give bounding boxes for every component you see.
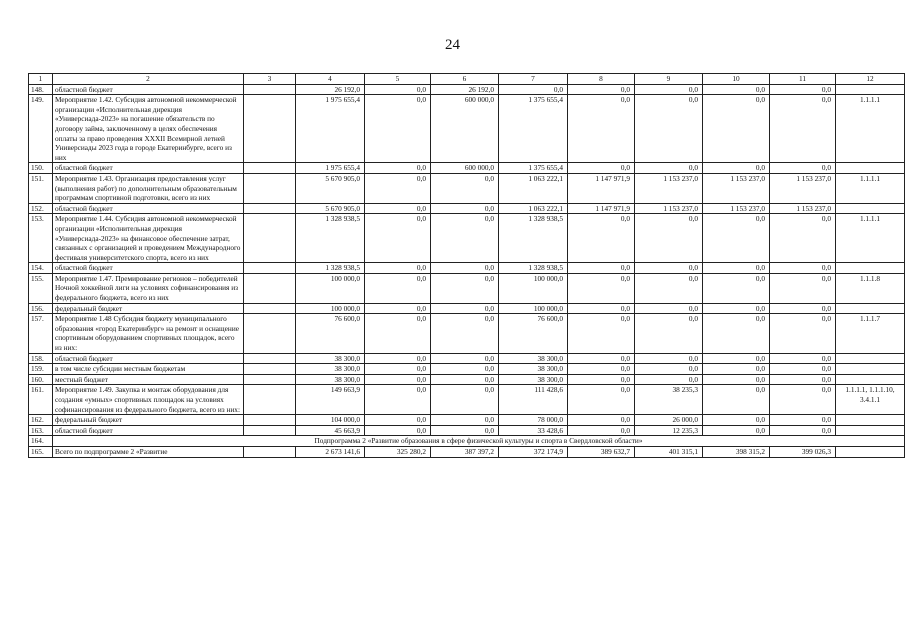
cell-c8: 0,0 bbox=[568, 353, 635, 364]
row-name: областной бюджет bbox=[53, 84, 244, 95]
row-name: областной бюджет bbox=[53, 425, 244, 436]
column-header: 2 bbox=[53, 74, 244, 85]
cell-c10: 0,0 bbox=[703, 314, 770, 353]
cell-c11: 0,0 bbox=[770, 95, 836, 163]
cell-c8: 0,0 bbox=[568, 374, 635, 385]
cell-c9: 26 000,0 bbox=[635, 415, 703, 426]
cell-c10: 0,0 bbox=[703, 385, 770, 415]
cell-target-ref bbox=[836, 263, 905, 274]
cell-c8: 0,0 bbox=[568, 273, 635, 303]
cell-c4: 76 600,0 bbox=[296, 314, 365, 353]
cell-c10: 0,0 bbox=[703, 163, 770, 174]
row-number: 157. bbox=[29, 314, 53, 353]
cell-c10: 0,0 bbox=[703, 95, 770, 163]
cell-c10: 0,0 bbox=[703, 214, 770, 263]
column-header: 3 bbox=[244, 74, 296, 85]
cell-c8: 0,0 bbox=[568, 425, 635, 436]
cell-col3 bbox=[244, 303, 296, 314]
row-number: 153. bbox=[29, 214, 53, 263]
cell-c4: 104 000,0 bbox=[296, 415, 365, 426]
table-row bbox=[29, 415, 905, 426]
table-row bbox=[29, 84, 905, 95]
row-name: местный бюджет bbox=[53, 374, 244, 385]
cell-c9: 0,0 bbox=[635, 84, 703, 95]
column-header: 1 bbox=[29, 74, 53, 85]
cell-c6: 0,0 bbox=[431, 303, 499, 314]
cell-c11: 1 153 237,0 bbox=[770, 173, 836, 203]
cell-c8: 389 632,7 bbox=[568, 446, 635, 457]
cell-c7: 33 428,6 bbox=[499, 425, 568, 436]
cell-c7: 111 428,6 bbox=[499, 385, 568, 415]
cell-c5: 0,0 bbox=[365, 84, 431, 95]
cell-c4: 26 192,0 bbox=[296, 84, 365, 95]
cell-c4: 5 670 905,0 bbox=[296, 203, 365, 214]
column-header: 11 bbox=[770, 74, 836, 85]
subprogram-title: Подпрограмма 2 «Развитие образования в сфере физической культуры и спорта в Свердловской области» bbox=[53, 436, 905, 447]
cell-c8: 1 147 971,9 bbox=[568, 173, 635, 203]
table-row bbox=[29, 353, 905, 364]
cell-c4: 1 975 655,4 bbox=[296, 95, 365, 163]
cell-c11: 0,0 bbox=[770, 303, 836, 314]
cell-c7: 1 063 222,1 bbox=[499, 173, 568, 203]
cell-c5: 0,0 bbox=[365, 364, 431, 375]
row-number: 161. bbox=[29, 385, 53, 415]
cell-c10: 1 153 237,0 bbox=[703, 203, 770, 214]
cell-c11: 399 026,3 bbox=[770, 446, 836, 457]
cell-c5: 0,0 bbox=[365, 203, 431, 214]
cell-c8: 0,0 bbox=[568, 95, 635, 163]
total-row bbox=[29, 446, 905, 457]
table-row bbox=[29, 263, 905, 274]
cell-c6: 0,0 bbox=[431, 214, 499, 263]
cell-c7: 1 328 938,5 bbox=[499, 214, 568, 263]
cell-col3 bbox=[244, 374, 296, 385]
row-number: 165. bbox=[29, 446, 53, 457]
row-name: областной бюджет bbox=[53, 263, 244, 274]
cell-c11: 0,0 bbox=[770, 273, 836, 303]
row-number: 149. bbox=[29, 95, 53, 163]
table-row bbox=[29, 203, 905, 214]
cell-c11: 0,0 bbox=[770, 385, 836, 415]
cell-col3 bbox=[244, 364, 296, 375]
cell-c9: 0,0 bbox=[635, 314, 703, 353]
cell-c5: 0,0 bbox=[365, 303, 431, 314]
cell-c5: 0,0 bbox=[365, 353, 431, 364]
column-header: 12 bbox=[836, 74, 905, 85]
cell-target-ref: 1.1.1.1 bbox=[836, 214, 905, 263]
cell-c5: 0,0 bbox=[365, 415, 431, 426]
cell-c7: 76 600,0 bbox=[499, 314, 568, 353]
table-row bbox=[29, 173, 905, 203]
row-name: федеральный бюджет bbox=[53, 303, 244, 314]
row-number: 151. bbox=[29, 173, 53, 203]
cell-c4: 149 663,9 bbox=[296, 385, 365, 415]
row-number: 164. bbox=[29, 436, 53, 447]
cell-col3 bbox=[244, 214, 296, 263]
row-name: федеральный бюджет bbox=[53, 415, 244, 426]
cell-c11: 0,0 bbox=[770, 415, 836, 426]
row-name: Мероприятие 1.49. Закупка и монтаж оборудования для создания «умных» спортивных площадок на условиях софинансирования из федерального бюджета, всего из них: bbox=[53, 385, 244, 415]
row-name: областной бюджет bbox=[53, 163, 244, 174]
cell-c7: 100 000,0 bbox=[499, 303, 568, 314]
cell-c6: 0,0 bbox=[431, 273, 499, 303]
cell-c10: 0,0 bbox=[703, 273, 770, 303]
cell-c9: 0,0 bbox=[635, 214, 703, 263]
table-row bbox=[29, 95, 905, 163]
table-row bbox=[29, 214, 905, 263]
cell-col3 bbox=[244, 314, 296, 353]
cell-c11: 0,0 bbox=[770, 84, 836, 95]
row-number: 156. bbox=[29, 303, 53, 314]
cell-col3 bbox=[244, 95, 296, 163]
cell-c10: 0,0 bbox=[703, 374, 770, 385]
cell-c11: 0,0 bbox=[770, 314, 836, 353]
row-name: Мероприятие 1.43. Организация предоставления услуг (выполнения работ) по дополнительным образовательным программам спортивной подготовки, всего из них bbox=[53, 173, 244, 203]
cell-target-ref: 1.1.1.7 bbox=[836, 314, 905, 353]
cell-c5: 0,0 bbox=[365, 163, 431, 174]
cell-c8: 0,0 bbox=[568, 303, 635, 314]
cell-target-ref bbox=[836, 203, 905, 214]
cell-c9: 401 315,1 bbox=[635, 446, 703, 457]
cell-c8: 0,0 bbox=[568, 385, 635, 415]
row-number: 150. bbox=[29, 163, 53, 174]
column-header: 4 bbox=[296, 74, 365, 85]
row-number: 163. bbox=[29, 425, 53, 436]
cell-c6: 0,0 bbox=[431, 374, 499, 385]
row-name: Мероприятие 1.42. Субсидия автономной некоммерческой организации «Исполнительная дирекция «Универсиада-2023» на погашение обязательств по договору займа, заключенному в целях обеспечения оплаты за право проведения XXXII Всемирной летней Универсиады 2023 года в городе Екатеринбурге, всего из них bbox=[53, 95, 244, 163]
column-header-row bbox=[29, 74, 905, 85]
cell-c6: 26 192,0 bbox=[431, 84, 499, 95]
column-header: 10 bbox=[703, 74, 770, 85]
cell-c4: 5 670 905,0 bbox=[296, 173, 365, 203]
cell-c11: 0,0 bbox=[770, 163, 836, 174]
table-row bbox=[29, 374, 905, 385]
cell-c9: 0,0 bbox=[635, 163, 703, 174]
cell-c7: 38 300,0 bbox=[499, 374, 568, 385]
row-number: 154. bbox=[29, 263, 53, 274]
column-header: 5 bbox=[365, 74, 431, 85]
column-header: 6 bbox=[431, 74, 499, 85]
cell-c5: 0,0 bbox=[365, 263, 431, 274]
column-header: 9 bbox=[635, 74, 703, 85]
cell-c6: 0,0 bbox=[431, 353, 499, 364]
cell-c6: 0,0 bbox=[431, 203, 499, 214]
cell-c10: 1 153 237,0 bbox=[703, 173, 770, 203]
cell-c5: 0,0 bbox=[365, 425, 431, 436]
page-number: 24 bbox=[445, 37, 460, 53]
cell-col3 bbox=[244, 163, 296, 174]
cell-c9: 0,0 bbox=[635, 353, 703, 364]
cell-c9: 0,0 bbox=[635, 263, 703, 274]
cell-c4: 38 300,0 bbox=[296, 374, 365, 385]
cell-c10: 0,0 bbox=[703, 425, 770, 436]
cell-c9: 0,0 bbox=[635, 95, 703, 163]
table-row bbox=[29, 303, 905, 314]
row-number: 152. bbox=[29, 203, 53, 214]
cell-c6: 0,0 bbox=[431, 314, 499, 353]
cell-target-ref: 1.1.1.1 bbox=[836, 173, 905, 203]
cell-c7: 1 328 938,5 bbox=[499, 263, 568, 274]
cell-target-ref bbox=[836, 364, 905, 375]
cell-col3 bbox=[244, 263, 296, 274]
cell-c7: 1 375 655,4 bbox=[499, 163, 568, 174]
cell-c9: 0,0 bbox=[635, 273, 703, 303]
cell-c4: 100 000,0 bbox=[296, 273, 365, 303]
cell-col3 bbox=[244, 84, 296, 95]
cell-c6: 0,0 bbox=[431, 415, 499, 426]
cell-col3 bbox=[244, 173, 296, 203]
cell-target-ref bbox=[836, 303, 905, 314]
cell-col3 bbox=[244, 273, 296, 303]
cell-c9: 0,0 bbox=[635, 364, 703, 375]
cell-c4: 2 673 141,6 bbox=[296, 446, 365, 457]
cell-c8: 0,0 bbox=[568, 84, 635, 95]
cell-c8: 0,0 bbox=[568, 314, 635, 353]
row-name: Мероприятие 1.47. Премирование регионов – победителей Ночной хоккейной лиги на условиях софинансирования из федерального бюджета, всего из них bbox=[53, 273, 244, 303]
cell-c7: 372 174,9 bbox=[499, 446, 568, 457]
cell-c11: 0,0 bbox=[770, 374, 836, 385]
cell-c10: 0,0 bbox=[703, 415, 770, 426]
cell-c6: 0,0 bbox=[431, 263, 499, 274]
cell-target-ref bbox=[836, 353, 905, 364]
cell-c8: 0,0 bbox=[568, 163, 635, 174]
cell-target-ref: 1.1.1.1, 1.1.1.10, 3.4.1.1 bbox=[836, 385, 905, 415]
cell-target-ref bbox=[836, 415, 905, 426]
cell-c10: 0,0 bbox=[703, 84, 770, 95]
cell-c8: 0,0 bbox=[568, 214, 635, 263]
cell-c11: 0,0 bbox=[770, 425, 836, 436]
row-name: Мероприятие 1.44. Субсидия автономной некоммерческой организации «Исполнительная дирекция «Универсиада-2023» на финансовое обеспечение затрат, связанных с организацией и проведением Международного фестиваля университетского спорта, всего из них bbox=[53, 214, 244, 263]
cell-c11: 1 153 237,0 bbox=[770, 203, 836, 214]
table-row bbox=[29, 425, 905, 436]
cell-c11: 0,0 bbox=[770, 353, 836, 364]
row-name: областной бюджет bbox=[53, 203, 244, 214]
cell-c11: 0,0 bbox=[770, 263, 836, 274]
cell-c6: 0,0 bbox=[431, 364, 499, 375]
cell-c10: 0,0 bbox=[703, 353, 770, 364]
cell-c7: 100 000,0 bbox=[499, 273, 568, 303]
cell-c8: 0,0 bbox=[568, 415, 635, 426]
cell-c6: 387 397,2 bbox=[431, 446, 499, 457]
cell-c4: 38 300,0 bbox=[296, 353, 365, 364]
cell-c8: 0,0 bbox=[568, 364, 635, 375]
cell-c4: 100 000,0 bbox=[296, 303, 365, 314]
cell-c8: 0,0 bbox=[568, 263, 635, 274]
cell-c5: 0,0 bbox=[365, 173, 431, 203]
cell-col3 bbox=[244, 203, 296, 214]
cell-c5: 0,0 bbox=[365, 95, 431, 163]
cell-target-ref bbox=[836, 425, 905, 436]
cell-c7: 1 063 222,1 bbox=[499, 203, 568, 214]
cell-c8: 1 147 971,9 bbox=[568, 203, 635, 214]
row-name: в том числе субсидии местным бюджетам bbox=[53, 364, 244, 375]
cell-col3 bbox=[244, 446, 296, 457]
cell-c5: 0,0 bbox=[365, 385, 431, 415]
cell-c6: 600 000,0 bbox=[431, 95, 499, 163]
cell-col3 bbox=[244, 385, 296, 415]
row-number: 158. bbox=[29, 353, 53, 364]
cell-c5: 0,0 bbox=[365, 273, 431, 303]
cell-c10: 0,0 bbox=[703, 364, 770, 375]
row-number: 159. bbox=[29, 364, 53, 375]
column-header: 8 bbox=[568, 74, 635, 85]
cell-c7: 1 375 655,4 bbox=[499, 95, 568, 163]
cell-target-ref: 1.1.1.8 bbox=[836, 273, 905, 303]
row-number: 160. bbox=[29, 374, 53, 385]
cell-target-ref: 1.1.1.1 bbox=[836, 95, 905, 163]
cell-c6: 0,0 bbox=[431, 173, 499, 203]
row-number: 155. bbox=[29, 273, 53, 303]
cell-c7: 78 000,0 bbox=[499, 415, 568, 426]
cell-c4: 1 975 655,4 bbox=[296, 163, 365, 174]
cell-c5: 325 280,2 bbox=[365, 446, 431, 457]
cell-c4: 45 663,9 bbox=[296, 425, 365, 436]
cell-col3 bbox=[244, 353, 296, 364]
cell-c5: 0,0 bbox=[365, 374, 431, 385]
cell-c6: 600 000,0 bbox=[431, 163, 499, 174]
cell-col3 bbox=[244, 415, 296, 426]
table-row bbox=[29, 314, 905, 353]
cell-c6: 0,0 bbox=[431, 385, 499, 415]
budget-table bbox=[28, 73, 905, 458]
cell-c9: 38 235,3 bbox=[635, 385, 703, 415]
cell-c7: 0,0 bbox=[499, 84, 568, 95]
cell-col3 bbox=[244, 425, 296, 436]
row-name: Всего по подпрограмме 2 «Развитие bbox=[53, 446, 244, 457]
row-number: 162. bbox=[29, 415, 53, 426]
cell-c10: 398 315,2 bbox=[703, 446, 770, 457]
table-row bbox=[29, 273, 905, 303]
row-name: Мероприятие 1.48 Субсидия бюджету муниципального образования «город Екатеринбург» на ремонт и оснащение спортивным оборудованием спортивных площадок, всего из них: bbox=[53, 314, 244, 353]
row-number: 148. bbox=[29, 84, 53, 95]
cell-target-ref bbox=[836, 163, 905, 174]
cell-target-ref bbox=[836, 84, 905, 95]
cell-c9: 0,0 bbox=[635, 374, 703, 385]
table-row bbox=[29, 163, 905, 174]
cell-c10: 0,0 bbox=[703, 303, 770, 314]
cell-c9: 0,0 bbox=[635, 303, 703, 314]
cell-c4: 38 300,0 bbox=[296, 364, 365, 375]
cell-target-ref bbox=[836, 374, 905, 385]
cell-c5: 0,0 bbox=[365, 214, 431, 263]
table-row bbox=[29, 364, 905, 375]
cell-c10: 0,0 bbox=[703, 263, 770, 274]
cell-c4: 1 328 938,5 bbox=[296, 214, 365, 263]
subprogram-row bbox=[29, 436, 905, 447]
cell-c4: 1 328 938,5 bbox=[296, 263, 365, 274]
cell-c9: 12 235,3 bbox=[635, 425, 703, 436]
cell-c7: 38 300,0 bbox=[499, 364, 568, 375]
cell-target-ref bbox=[836, 446, 905, 457]
table-row bbox=[29, 385, 905, 415]
cell-c5: 0,0 bbox=[365, 314, 431, 353]
cell-c11: 0,0 bbox=[770, 364, 836, 375]
cell-c11: 0,0 bbox=[770, 214, 836, 263]
cell-c9: 1 153 237,0 bbox=[635, 203, 703, 214]
cell-c7: 38 300,0 bbox=[499, 353, 568, 364]
cell-c6: 0,0 bbox=[431, 425, 499, 436]
row-name: областной бюджет bbox=[53, 353, 244, 364]
column-header: 7 bbox=[499, 74, 568, 85]
cell-c9: 1 153 237,0 bbox=[635, 173, 703, 203]
